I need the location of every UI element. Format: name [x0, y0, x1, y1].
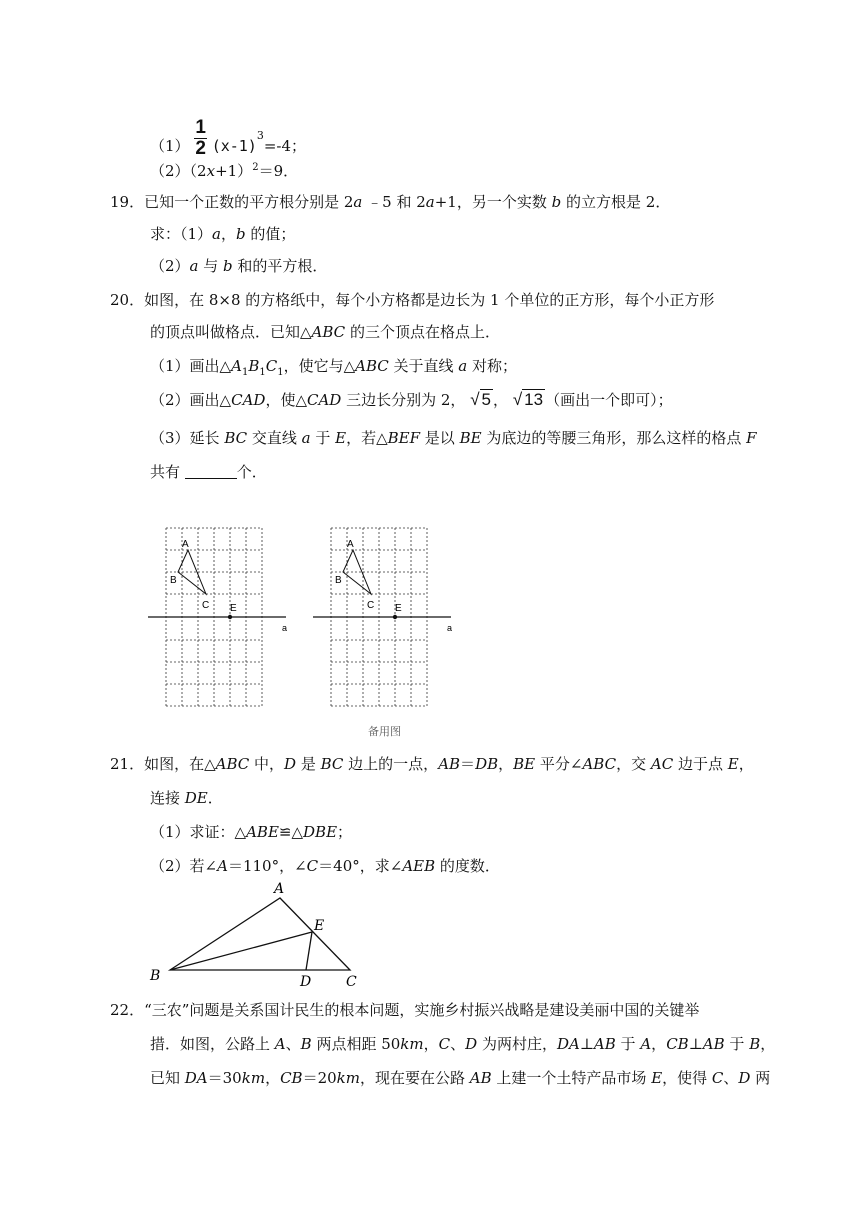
- q22-line1: 22．“三农”问题是关系国计民生的根本问题，实施乡村振兴战略是建设美丽中国的关键举: [110, 1001, 700, 1019]
- q20-part2: （2）画出△CAD，使△CAD 三边长分别为 2， √ 5 ， √ 13 （画出一个即可）；: [150, 390, 673, 409]
- sqrt-5: √ 5: [470, 390, 492, 409]
- label-E: E: [230, 603, 237, 614]
- q18-part1: （1） $\frac{1}{2}$ $(x-1)^3=-4$；: [150, 117, 307, 159]
- grid-figure-main: [140, 520, 300, 720]
- q20-part3: （3）延长 BC 交直线 a 于 E，若△BEF 是以 BE 为底边的等腰三角形，那么这样的格点 F: [150, 429, 757, 447]
- q21-line2: 连接 DE．: [150, 789, 223, 807]
- caption-spare-figure: 备用图: [368, 726, 401, 738]
- fraction: $\frac{1}{2}$: [195, 117, 206, 159]
- q18-part2: $(2)(2x+1)^2=9$．: [150, 162, 299, 180]
- q20-line4: 共有 个．: [150, 463, 267, 481]
- q20-line2: 的顶点叫做格点．已知△ABC 的三个顶点在格点上．: [150, 323, 500, 341]
- q19-line1: 19．已知一个正数的平方根分别是 2a ﹣5 和 2a+1，另一个实数 b 的立方根是 2．: [110, 193, 671, 211]
- q22-line2: 措．如图，公路上 A、B 两点相距 50km，C、D 为两村庄，DA⊥AB 于 A，CB⊥AB 于 B，: [150, 1035, 776, 1053]
- q22-line3: 已知 DA＝30km，CB＝20km，现在要在公路 AB 上建一个土特产品市场 E，使得 C、D 两: [150, 1069, 771, 1087]
- svg-text:a: a: [447, 623, 453, 633]
- svg-text:A: A: [347, 539, 354, 550]
- label-B: B: [170, 575, 177, 586]
- svg-text:D: D: [300, 974, 312, 988]
- svg-text:C: C: [367, 600, 375, 611]
- sqrt-13: √ 13: [512, 390, 544, 409]
- svg-text:E: E: [395, 603, 402, 614]
- svg-text:B: B: [335, 575, 342, 586]
- label-C: C: [202, 600, 210, 611]
- svg-text:E: E: [314, 918, 325, 934]
- q19-line2: 求：（1）a，b 的值；: [150, 225, 296, 243]
- grid-figure-spare: [305, 520, 465, 720]
- triangle-figure: [140, 878, 370, 988]
- answer-blank[interactable]: [185, 462, 237, 479]
- svg-text:A: A: [274, 881, 285, 897]
- q21-part2: （2）若∠A＝110°，∠C＝40°，求∠AEB 的度数．: [150, 857, 500, 875]
- q19-line3: （2）a 与 b 和的平方根．: [150, 257, 328, 275]
- svg-text:B: B: [150, 968, 161, 984]
- q21-part1: （1）求证：△ABE≌△DBE；: [150, 823, 353, 841]
- q20-line1: 20．如图，在 8×8 的方格纸中，每个小方格都是边长为 1 个单位的正方形，每个小正方形: [110, 291, 715, 309]
- label-a: a: [282, 623, 288, 633]
- svg-text:C: C: [346, 974, 357, 988]
- q21-line1: 21．如图，在△ABC 中，D 是 BC 边上的一点，AB＝DB，BE 平分∠ABC，交 AC 边于点 E，: [110, 755, 754, 773]
- label-A: A: [182, 539, 189, 550]
- q20-part1: （1）画出$\triangle A_1B_1C_1$，使它与△ABC 关于直线 a 对称；: [150, 357, 518, 378]
